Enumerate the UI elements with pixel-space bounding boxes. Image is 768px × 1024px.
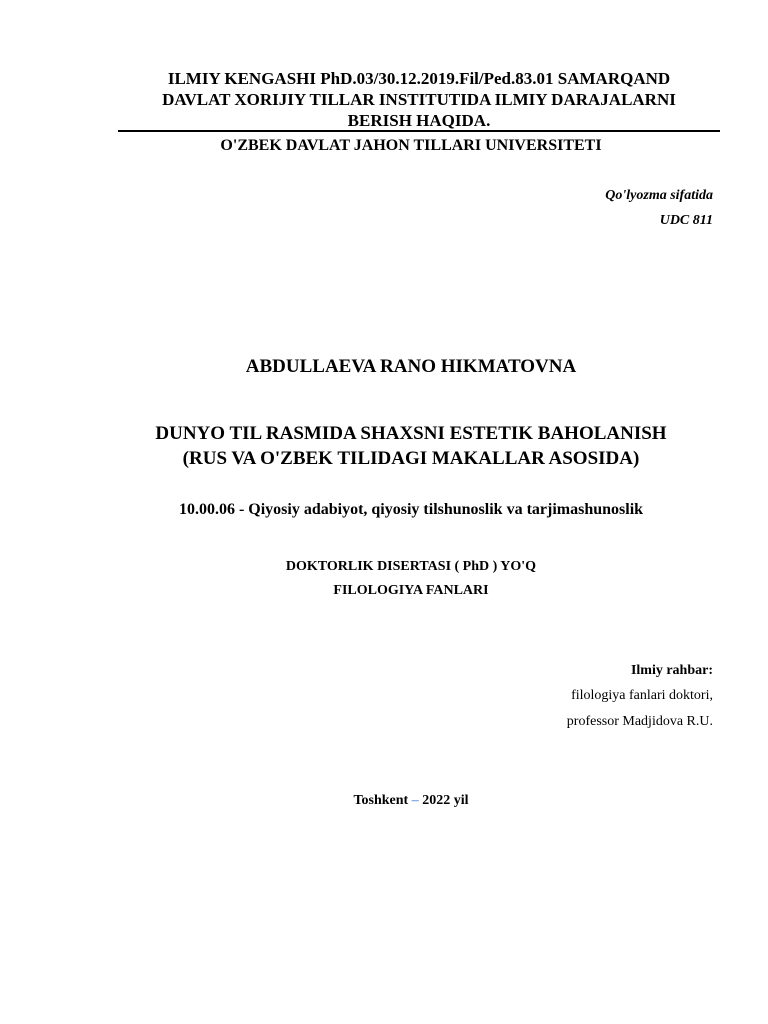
dissertation-title-line-2: (RUS VA O'ZBEK TILIDAGI MAKALLAR ASOSIDA) [182, 448, 640, 469]
dissertation-title-line-1: DUNYO TIL RASMIDA SHAXSNI ESTETIK BAHOLANISH [155, 423, 667, 444]
manuscript-note: Qo'lyozma sifatida [605, 188, 713, 203]
dissertation-title [0, 421, 768, 471]
advisor-degree: filologiya fanlari doktori, [571, 688, 713, 703]
author-name: ABDULLAEVA RANO HIKMATOVNA [245, 356, 577, 377]
city: Toshkent [353, 793, 409, 808]
degree-type: DOKTORLIK DISERTASI ( PhD ) YO'Q [285, 559, 537, 574]
council-header-line-2: DAVLAT XORIJIY TILLAR INSTITUTIDA ILMIY DARAJALARNI [162, 90, 676, 109]
university-name: O'ZBEK DAVLAT JAHON TILLARI UNIVERSITETI [220, 137, 602, 154]
place-and-year [0, 792, 768, 810]
udc-code: UDC 811 [659, 213, 713, 228]
header-divider [118, 130, 720, 132]
council-header [118, 68, 720, 131]
year: 2022 yil [422, 793, 469, 808]
dash-separator: – [411, 793, 419, 808]
advisor-name: professor Madjidova R.U. [566, 714, 713, 729]
degree-field: FILOLOGIYA FANLARI [333, 583, 489, 598]
advisor-label: Ilmiy rahbar: [630, 663, 713, 678]
council-header-line-3: BERISH HAQIDA. [347, 111, 491, 130]
specialty-code: 10.00.06 - Qiyosiy adabiyot, qiyosiy tilshunoslik va tarjimashunoslik [178, 501, 644, 518]
council-header-line-1: ILMIY KENGASHI PhD.03/30.12.2019.Fil/Ped.83.01 SAMARQAND [167, 69, 671, 88]
